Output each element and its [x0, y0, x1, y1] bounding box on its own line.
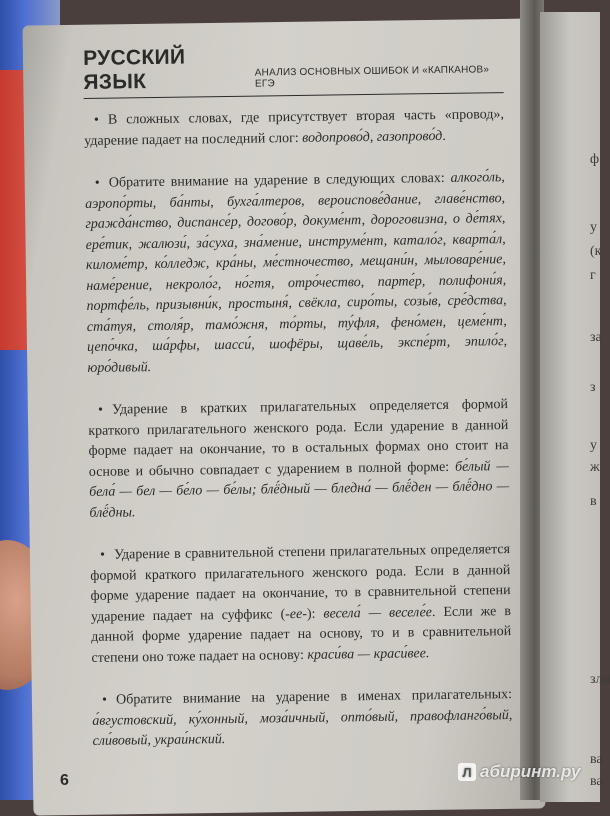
- labirint-logo-icon: Л: [458, 763, 476, 781]
- bullet: •: [93, 112, 99, 128]
- bullet: •: [97, 402, 104, 418]
- rule-paragraph: [84, 105, 505, 152]
- right-fragment: ж: [590, 460, 600, 475]
- watermark: [458, 762, 580, 782]
- right-fragment: в: [590, 494, 597, 509]
- page-number: 6: [60, 772, 69, 789]
- paragraph-text: Ударение в кратких прилагательных определяется формой краткого прилагательного женского рода. Если ударение в данной форме падает на окончание, то в остальных формах оно стоит на основе и обычно совпадает с ударением в полной форме: бе́лый — бела́ — бел — бе́ло — бе́лы; блё́дный — бледна́ — блё́ден — блё́дно — блё́дны.: [88, 397, 510, 521]
- right-fragment: зли: [590, 672, 610, 687]
- right-page: [540, 12, 610, 802]
- right-fragment: ф: [590, 152, 600, 167]
- right-fragment: ва: [590, 752, 603, 767]
- paragraph-text: Обратите внимание на ударение в следующих словах: алкого́ль, аэропо́рты, ба́нты, бухга́лтеров, вероиспове́дание, главе́нство, гражда́нство, диспансе́р, догово́р, докуме́нт, дороговизна, о де́тях, ере́тик, жалюзи́, за́суха, зна́мение, инструме́нт, катало́г, кварта́л, киломе́тр, ко́лледж, кра́ны, ме́стночество, мещани́н, мыловаре́ние, наме́рение, некроло́г, но́гтя, отро́чество, парте́р, полифони́я, портфе́ль, призывни́к, простыня́, свёкла, сиро́ты, созы́в, сре́дства, ста́туя, столя́р, тамо́жня, то́рты, ту́фля, фено́мен, цеме́нт, цепо́чка, ша́рфы, шасси́, шофёры, щаве́ль, экспе́рт, эпило́г, юро́дивый.: [85, 170, 508, 376]
- right-fragment: у: [590, 220, 597, 235]
- right-fragment: з: [590, 380, 596, 395]
- rule-paragraph: [88, 395, 510, 524]
- rule-paragraph: [85, 168, 508, 379]
- bullet: •: [99, 547, 106, 563]
- running-header: [83, 41, 504, 99]
- right-fragment: за: [590, 330, 602, 345]
- book-subtitle: АНАЛИЗ ОСНОВНЫХ ОШИБОК И «КАПКАНОВ» ЕГЭ: [254, 64, 490, 90]
- right-fragment: г: [590, 268, 596, 283]
- right-fragment: ва: [590, 774, 603, 789]
- right-fragment: (к: [590, 244, 602, 259]
- bullet: •: [94, 175, 100, 191]
- paragraph-text: Обратите внимание на ударение в именах прилагательных: а́вгустовский, ку́хонный, моза́ичный, опто́вый, правофланго́вый, сли́вовый, украи́нский.: [92, 687, 513, 749]
- page-content: [83, 41, 513, 774]
- right-fragment: у: [590, 438, 597, 453]
- rule-paragraph: [92, 685, 513, 752]
- rule-paragraph: [90, 540, 512, 669]
- book-title: РУССКИЙ ЯЗЫК: [82, 45, 186, 94]
- watermark-text: абиринт.ру: [480, 762, 581, 781]
- paragraph-text: Ударение в сравнительной степени прилагательных определяется формой краткого прилагательного женского рода. Если в данной форме ударение падает на окончание, то в сравнительной степени ударение падает на суффикс (-ее-): весела́ — веселе́е. Если же в данной форме ударение падает на основу, то и в сравнительной степени оно тоже падает на основу: краси́ва — краси́вее.: [90, 542, 512, 666]
- bullet: •: [101, 692, 108, 708]
- paragraph-text: В сложных словах, где присутствует вторая часть «провод», ударение падает на последний слог: водопрово́д, газопрово́д.: [84, 107, 505, 149]
